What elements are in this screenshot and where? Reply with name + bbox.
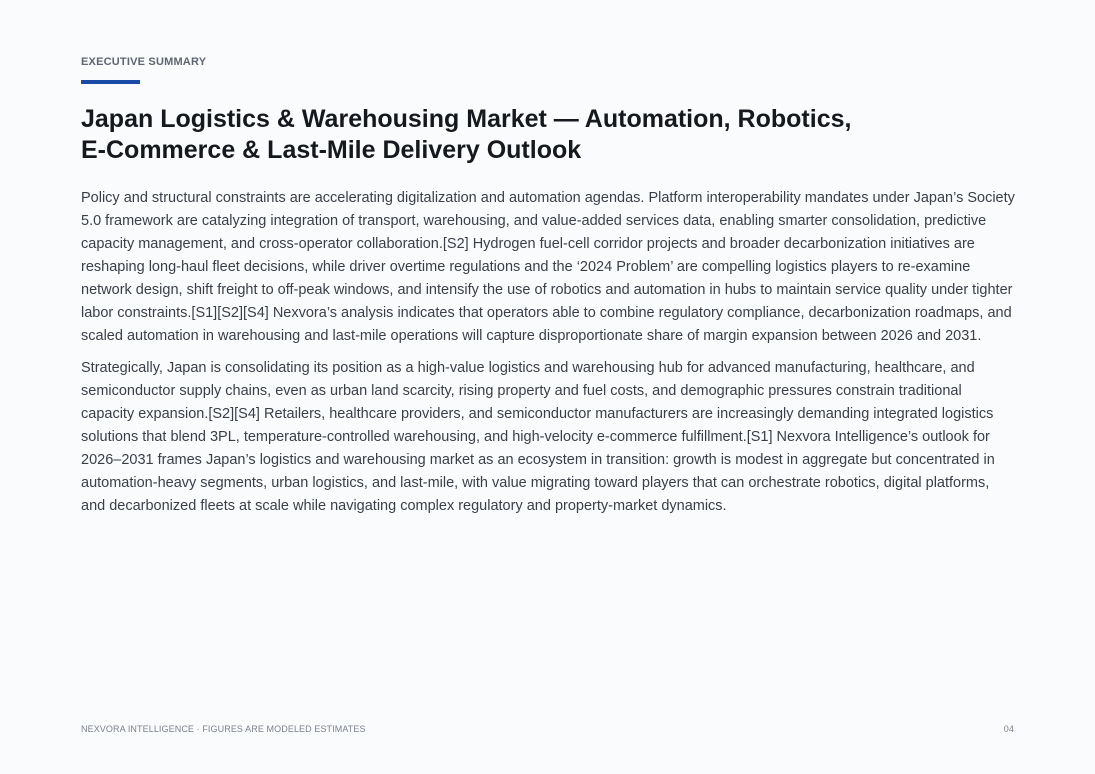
section-label: EXECUTIVE SUMMARY (81, 56, 207, 68)
document-page (81, 0, 1016, 774)
page-number: 04 (1003, 724, 1014, 734)
page-title-line-1: Japan Logistics & Warehousing Market — Automation, Robotics, (81, 105, 852, 133)
summary-paragraph-2: Strategically, Japan is consolidating its position as a high-value logistics and warehousing hub for advanced manufacturing, healthcare, and semiconductor supply chains, even as urban land scarcity, rising property and fuel costs, and demographic pressures constrain traditional capacity expansion.[S2][S4] Retailers, healthcare providers, and semiconductor manufacturers are increasingly demanding integrated logistics solutions that blend 3PL, temperature-controlled warehousing, and high-velocity e-commerce fulfillment.[S1] Nexvora Intelligence’s outlook for 2026–2031 frames Japan’s logistics and warehousing market as an ecosystem in transition: growth is modest in aggregate but concentrated in automation-heavy segments, urban logistics, and last-mile, with value migrating toward players that can orchestrate robotics, digital platforms, and decarbonized fleets at scale while navigating complex regulatory and property-market dynamics. (81, 360, 995, 514)
page-title-line-2: E-Commerce & Last-Mile Delivery Outlook (81, 136, 582, 164)
page-title (81, 104, 961, 166)
summary-paragraph-1: Policy and structural constraints are accelerating digitalization and automation agendas. Platform interoperability mandates under Japan’s Society 5.0 framework are catalyzing integration of transport, warehousing, and value-added services data, enabling smarter consolidation, predictive capacity management, and cross-operator collaboration.[S2] Hydrogen fuel-cell corridor projects and broader decarbonization initiatives are reshaping long-haul fleet decisions, while driver overtime regulations and the ‘2024 Problem’ are compelling logistics players to re-examine network design, shift freight to off-peak windows, and intensify the use of robotics and automation in hubs to maintain service quality under tighter labor constraints.[S1][S2][S4] Nexvora’s analysis indicates that operators able to combine regulatory compliance, decarbonization roadmaps, and scaled automation in warehousing and last-mile operations will capture disproportionate share of margin expansion between 2026 and 2031. (81, 190, 1015, 344)
accent-bar (81, 80, 140, 84)
summary-body (81, 187, 1016, 527)
footer-source-note: NEXVORA INTELLIGENCE · FIGURES ARE MODELED ESTIMATES (81, 724, 366, 734)
